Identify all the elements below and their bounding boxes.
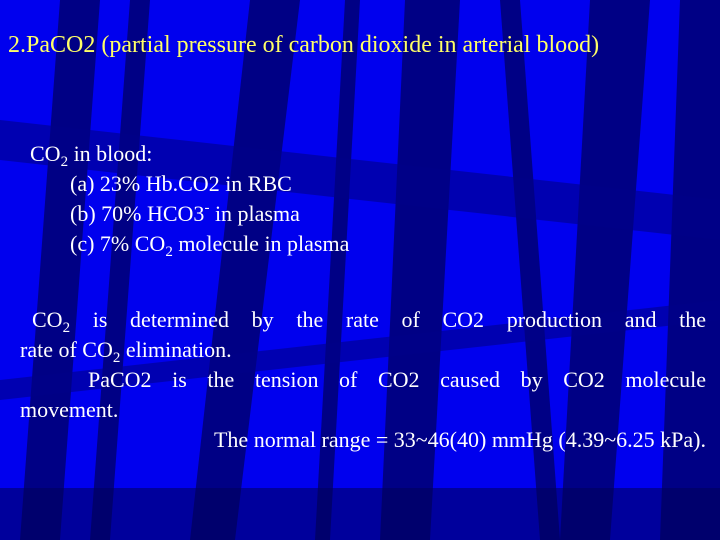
- slide-title: 2.PaCO2 (partial pressure of carbon dioxide in arterial blood): [8, 32, 600, 58]
- paragraph-line-2: rate of $CO_2$ elimination.: [20, 337, 232, 366]
- co2-in-blood-list: [30, 139, 690, 259]
- list-intro: $CO_2$ in blood:: [30, 141, 153, 170]
- list-item-c: (c) 7% $CO_2$ molecule in plasma: [70, 231, 350, 260]
- paragraph-line-3: PaCO2 is the tension of CO2 caused by CO2 molecule: [88, 367, 706, 392]
- paragraph-line-1: $CO_2$ is determined by the rate of CO2 production and the: [32, 307, 706, 336]
- list-item-a: (a) 23% Hb.CO2 in RBC: [70, 171, 292, 196]
- list-item-b: (b) 70% HCO3- in plasma: [70, 200, 300, 226]
- paco2-explanation: [20, 305, 706, 455]
- normal-range-line: The normal range = 33~46(40) mmHg (4.39~6.25 kPa).: [213, 427, 706, 452]
- paragraph-line-4: movement.: [20, 397, 119, 422]
